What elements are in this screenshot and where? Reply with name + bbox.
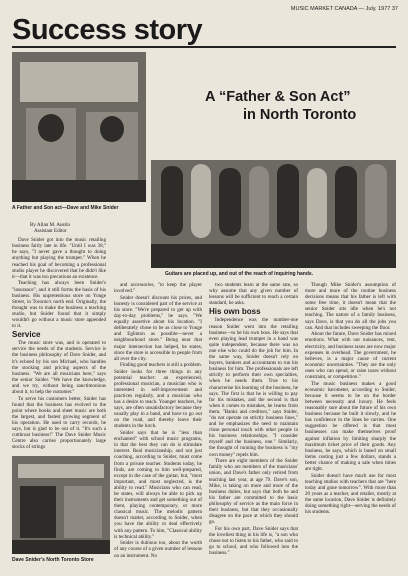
photo3-caption: Dave Snider's North Toronto Store <box>12 557 94 563</box>
paragraph: two students learn at the same rate, so why assume that any given number of lessons will be sufficient to reach a certain standard, he asks. <box>209 282 298 307</box>
paragraph: Snider doesn't have much use for most teaching studios with teachers that are "here today and gone tomorrow". With more than 20 years as a teacher, and retailer, mostly at the same location, Dave Snider is definitely doing something right—serving the needs of his students. <box>305 472 396 516</box>
byline <box>12 222 106 234</box>
paragraph: There are eight members of the Snider family who are members of the musicians' union, and Dave's father only retired from teaching last year, at age 79. Dave's son, Mike, is taking on more and more of the business duties, but says that both he and his father are committed to the basic philosophy of service as the main force in their business, but that they occasionally disagree on the pace at which they should go. <box>209 458 298 526</box>
article-column-2 <box>114 282 202 562</box>
paragraph: Independence was the number-one reason Snider went into the retailing business—to be his own boss. He says that even playing lead trumpet in a band was quite independent, because there was no one else who could do the job for him. In the same way, Snider doesn't rely on buyers, bankers and accountants to run his business for him. The professionals are left strictly to perform their own specialties, when he needs them. True to his characterise his learning of the business, he says. The first is that he is willing to pay for his mistakes, and the second is that when it comes to mistakes, he learns from them. "Banks and creditors," says Snider, "do not operate on strictly business lines," and he emphasizes the need to maintain close personal touch with other people in his business relationships. "I consider myself and the business, one." Similarly, the thought of running the business is "my own money" repels him. <box>209 317 298 458</box>
masthead-title: Success story <box>12 14 203 46</box>
paragraph: About the future, Dave Snider has mixed emotions. What with our nuisances, rent, electricity, and business taxes are now major expenses in overhead. The government, he believes, is a major cause of current economic uncertainties. "They are the only ones who can spend, or raise taxes without constraint, or competition." <box>305 331 396 380</box>
paragraph: Snider says that he is "less than enchanted" with school music programs, in that the best they can do is stimulate interest. Real musicianship, and not just coaching, according to Snider, must come from a private teacher. Students today, he finds, are coming to him well-prepared, except in the case of the guitar, but, "most important, and most neglected, is the ability to read." Musicians who can read, he states, will always be able to pick up their instruments and get something out of them, playing contemporary, or more classical music. The melodic pattern doesn't matter, according to Snider, when you have the ability to deal effectively with any pattern. To him, "Classical ability is technical ability." <box>114 430 202 540</box>
paragraph: For his own part, Dave Snider says that the loveliest thing in his life is, "a son who chose not to listen to his father, who said to go to school, and who followed into the business." <box>209 525 298 557</box>
article-column-1 <box>12 222 106 454</box>
paragraph: To serve his customers better, Snider has found that the business has evolved to the point where books and sheet music are both the largest, and fastest growing segment of his operation. He used to carry records, he says, but is glad to be out of it. "It's such a cutthroat business!" The Dave Snider Music Centre also carries proportionately large stocks of strings <box>12 395 106 451</box>
article-column-3 <box>209 282 298 562</box>
photo1-caption: A Father and Son act—Dave and Mike Snider <box>12 205 119 211</box>
section-heading-own-boss: His own boss <box>209 307 261 317</box>
running-head: MUSIC MARKET CANADA — July, 1977 37 <box>290 6 398 12</box>
byline-author: By Allan M. Austin <box>30 222 70 228</box>
photo2-caption: Guitars are placed up, and out of the reach of inquiring hands. <box>165 271 314 277</box>
photo-father-and-son <box>12 52 146 202</box>
article-headline <box>205 88 385 124</box>
byline-role: Assistant Editor <box>34 228 67 235</box>
headline-line-2: in North Toronto <box>243 107 357 123</box>
masthead-rule <box>12 46 396 48</box>
paragraph: Snider doesn't discount his prices, and honesty is considered part of the service at his store. "We're prepared to get up with day-to-day problems," he says. "We equally assertive about his location. "I deliberately chose to be as close to Yonge and Eglinton as possible—never a neighbourhood store." Being near that major intersection has helped, he states, since the store is accessible to people from all over the city. <box>114 294 202 362</box>
paragraph: The music store was, and is operated to service the needs of the students. Service is the business philosophy of Dave Snider, and it's echoed by his son Michael, who handles the stocking and pricing aspects of the business. "We are all musicians here," says the senior Snider. "We have the knowledge, and we try, without being sanctimonious about it, to help the customer." <box>12 340 106 396</box>
headline-line-1: A “Father & Son Act” <box>205 89 351 105</box>
paragraph: Teaching has always been Snider's "insurance", and it still forms the basis of his business. His unpretentious store on Yonge Street, in Toronto's north end. Originally, the thought was to make the business a teaching studio, but Snider found that it simply wouldn't go without a music store appended to it. <box>12 280 106 330</box>
photo-storefront <box>12 456 110 554</box>
paragraph: The music business makes a good economic barometer, according to Snider, because it seems to be on the border between necessity and luxury. He feels reasonably sure about the future of his own business because he built it slowly, and he has confidence in the lines he carries. One suggestion he offered is that most businesses can make themselves proof against inflation by limiting sharply the maximum ticket price of their goods. Any business, he says, which is based on small items costing just a few dollars, stands a better chance of making a sale when times are tight. <box>305 380 396 472</box>
section-heading-service: Service <box>12 330 41 340</box>
paragraph: and accessories, "to keep the player involved." <box>114 282 202 295</box>
paragraph: Finding good teachers is still a problem. Snider looks for three things in any potential teacher: an experienced, professional musician, a musician who is interested in self-improvement and practices regularly, and a musician who has a desire to teach. Younger teachers, he says, are often unsatisfactory because they usually play in a band, and have to go out on the road, and thereby leave their students in the lurch. <box>114 362 202 430</box>
paragraph: Though Mike Snider's assumption of more and more of the routine business decisions means that his father is left with some free time, it doesn't mean that the senior Snider sits idle when he's not teaching. The nature of a family business, says Dave, is that you do all the jobs you can. And that includes sweeping the floor. <box>305 282 396 331</box>
photo-guitars-on-wall <box>151 160 396 268</box>
paragraph: Dave Snider got into the music retailing business fairly late in life. "Until I was 38," he says, "I never gave a thought to doing anything but playing the trumpet." When he reached his goal of becoming a professional studio player he discovered that he didn't like it—that it was too precarious an existence. <box>12 237 106 280</box>
article-column-4 <box>305 282 396 562</box>
paragraph: Snider is dubious too, about the worth of any course of a given number of lessons on an instrument. No <box>114 540 202 559</box>
